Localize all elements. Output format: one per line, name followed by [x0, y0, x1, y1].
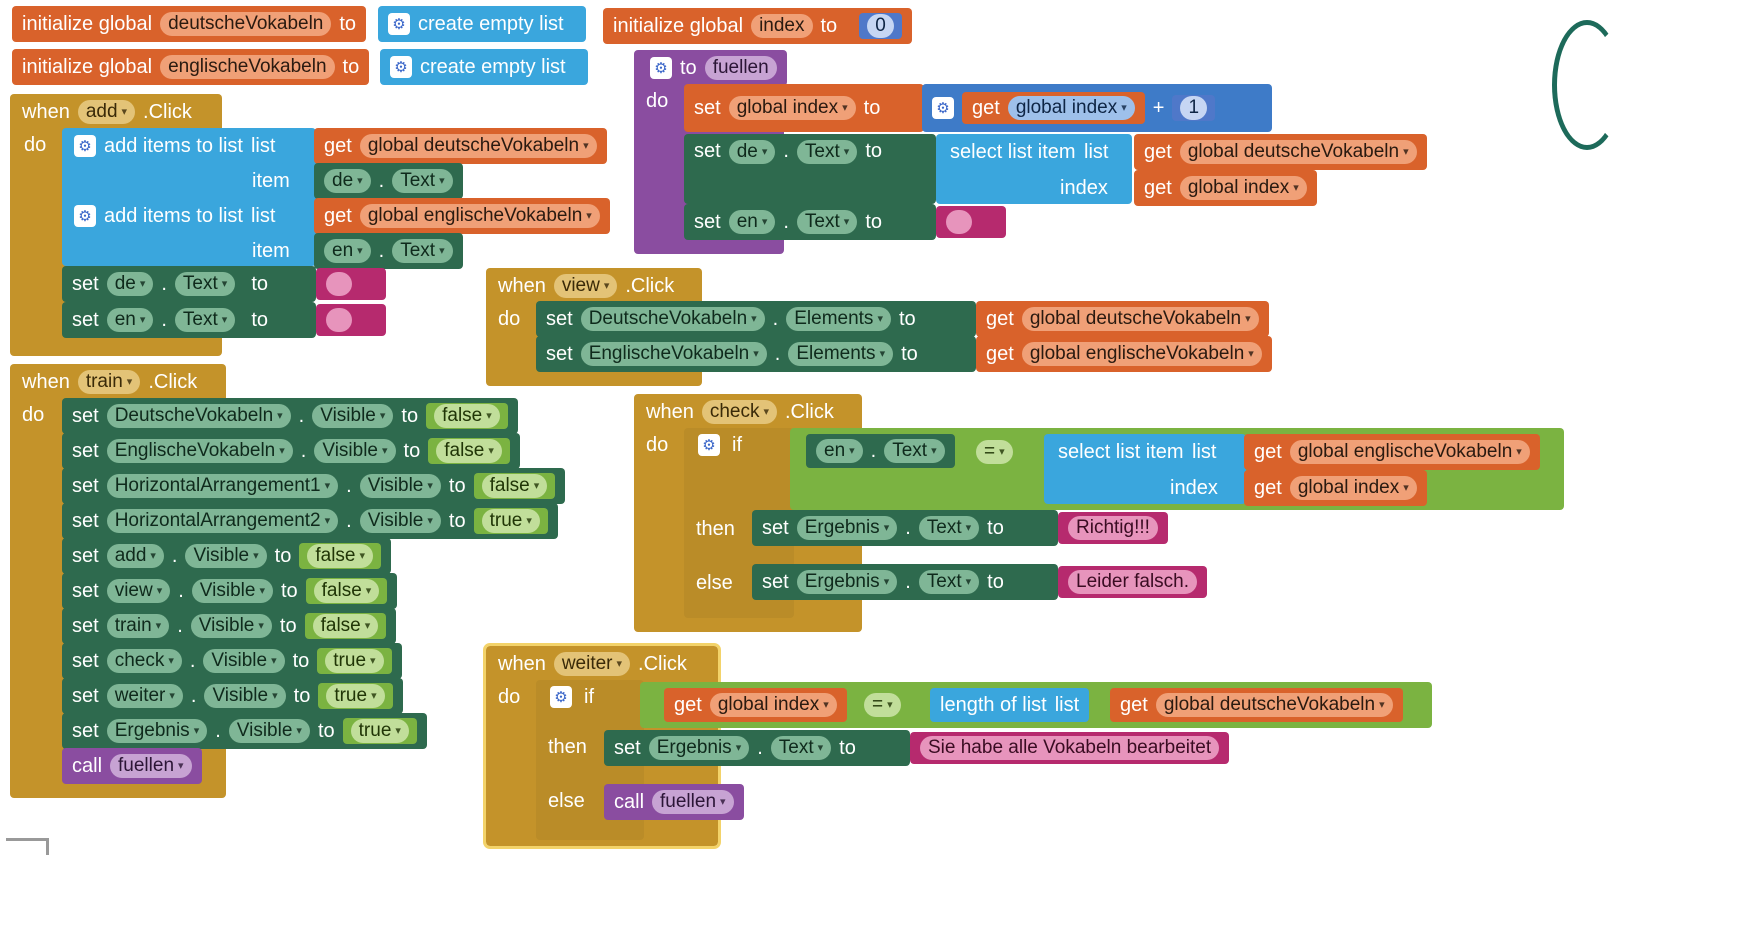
boolean-dropdown[interactable]: false ▾ [314, 579, 380, 603]
property-dropdown-text[interactable]: Text ▾ [884, 439, 944, 463]
dot-separator: . [870, 439, 877, 462]
variable-dropdown[interactable]: global deutscheVokabeln ▾ [360, 134, 597, 158]
set-visible-row[interactable] [62, 608, 396, 644]
gear-icon[interactable]: ⚙ [698, 434, 720, 456]
set-visible-row[interactable] [62, 433, 520, 469]
global-name-index[interactable]: index [751, 14, 812, 38]
component-dropdown-en[interactable]: en ▾ [107, 308, 154, 332]
set-ergebnis-text[interactable] [604, 730, 910, 766]
boolean-block[interactable] [474, 473, 556, 499]
component-dropdown[interactable]: EnglischeVokabeln ▾ [581, 342, 767, 366]
variable-dropdown[interactable]: global index ▾ [1290, 476, 1417, 500]
text-value[interactable]: Sie habe alle Vokabeln bearbeitet [920, 736, 1219, 760]
property-dropdown-text[interactable]: Text ▾ [392, 239, 452, 263]
event-name: .Click [143, 100, 192, 123]
text-value[interactable]: Leider falsch. [1068, 570, 1197, 594]
set-keyword: set [762, 516, 789, 539]
do-keyword: do [498, 686, 521, 708]
train-click-header [12, 364, 207, 400]
create-empty-list-label: create empty list [418, 12, 564, 35]
get-deutscheVokabeln[interactable] [314, 128, 607, 164]
set-keyword: set [694, 140, 721, 162]
set-keyword: set [694, 210, 721, 233]
property-dropdown-text[interactable]: Text ▾ [797, 140, 857, 164]
get-keyword: get [986, 307, 1014, 330]
set-visible-row[interactable] [62, 713, 427, 749]
variable-dropdown[interactable]: global deutscheVokabeln ▾ [1180, 140, 1417, 164]
dot-separator: . [298, 404, 305, 427]
global-name-deutscheVokabeln[interactable]: deutscheVokabeln [160, 12, 331, 36]
variable-dropdown[interactable]: global englischeVokabeln ▾ [1022, 342, 1262, 366]
set-visible-row[interactable] [62, 538, 391, 574]
property-dropdown-text[interactable]: Text ▾ [919, 516, 979, 540]
when-keyword: when [498, 274, 546, 297]
property-dropdown-elements[interactable]: Elements ▾ [788, 342, 893, 366]
procedure-dropdown[interactable]: fuellen ▾ [110, 754, 192, 778]
gear-icon[interactable]: ⚙ [932, 97, 954, 119]
boolean-block[interactable] [343, 718, 417, 744]
add-items-to-list-1[interactable] [64, 128, 285, 164]
text-block-leider[interactable] [1058, 566, 1207, 598]
length-of-list-label: length of list [940, 693, 1047, 716]
create-empty-list-block[interactable] [380, 49, 588, 85]
dot-separator: . [161, 272, 167, 295]
text-block-richtig[interactable] [1058, 512, 1168, 544]
gear-icon[interactable]: ⚙ [388, 13, 410, 35]
number-block[interactable] [859, 13, 902, 39]
call-fuellen[interactable] [62, 748, 202, 784]
else-keyword: else [548, 790, 585, 812]
empty-text-block[interactable] [936, 206, 1006, 238]
variable-dropdown[interactable]: global englischeVokabeln ▾ [1290, 440, 1530, 464]
set-keyword: set [72, 579, 99, 602]
global-deutscheVokabeln-block[interactable] [12, 6, 366, 42]
get-keyword: get [986, 342, 1014, 365]
empty-text-value[interactable] [326, 272, 352, 296]
get-keyword: get [1144, 140, 1172, 163]
to-keyword: to [292, 649, 310, 672]
boolean-block[interactable] [305, 613, 387, 639]
dot-separator: . [300, 439, 307, 462]
to-keyword: to [342, 55, 360, 78]
global-englischeVokabeln-block[interactable] [12, 49, 369, 85]
gear-icon[interactable]: ⚙ [390, 56, 412, 78]
init-keyword: initialize global [613, 14, 744, 37]
set-ergebnis-text-else[interactable] [752, 564, 1058, 600]
set-keyword: set [72, 308, 99, 331]
component-dropdown-weiter[interactable]: weiter ▾ [554, 652, 630, 676]
text-value[interactable]: Richtig!!! [1068, 516, 1158, 540]
empty-text-value[interactable] [326, 308, 352, 332]
else-keyword: else [696, 572, 733, 594]
set-keyword: set [72, 719, 99, 742]
init-keyword: initialize global [22, 12, 153, 35]
property-dropdown-text[interactable]: Text ▾ [919, 570, 979, 594]
boolean-dropdown[interactable]: true ▾ [326, 684, 384, 708]
property-dropdown-elements[interactable]: Elements ▾ [786, 307, 891, 331]
event-name: .Click [148, 370, 198, 393]
get-deutscheVokabeln[interactable] [1134, 134, 1427, 170]
get-keyword: get [674, 693, 702, 716]
property-dropdown-visible[interactable]: Visible ▾ [312, 404, 393, 428]
boolean-dropdown[interactable]: false ▾ [434, 404, 500, 428]
component-dropdown-en[interactable]: en ▾ [324, 239, 371, 263]
to-keyword: to [448, 509, 466, 532]
property-dropdown-visible[interactable]: Visible ▾ [192, 579, 273, 603]
property-dropdown-text[interactable]: Text ▾ [175, 308, 235, 332]
get-global-index[interactable] [1244, 470, 1427, 506]
property-dropdown-text[interactable]: Text ▾ [771, 736, 831, 760]
dot-separator: . [783, 210, 789, 233]
property-dropdown-visible[interactable]: Visible ▾ [229, 719, 310, 743]
to-keyword: to [865, 210, 882, 233]
empty-text-value[interactable] [946, 210, 972, 234]
when-keyword: when [22, 370, 70, 393]
set-keyword: set [72, 509, 99, 532]
dot-separator: . [905, 570, 911, 593]
property-dropdown-visible[interactable]: Visible ▾ [314, 439, 395, 463]
property-dropdown-visible[interactable]: Visible ▾ [204, 684, 285, 708]
component-dropdown-train[interactable]: train ▾ [78, 370, 141, 394]
compare-operator-dropdown[interactable]: = ▾ [976, 440, 1013, 464]
add-items-label: add items to list [104, 204, 243, 227]
boolean-block[interactable] [317, 648, 391, 674]
length-of-list-block[interactable] [930, 688, 1089, 722]
to-keyword: to [820, 14, 838, 37]
component-dropdown[interactable]: view ▾ [107, 579, 171, 603]
to-keyword: to [251, 308, 268, 331]
get-keyword: get [324, 134, 352, 157]
select-list-item-label: select list item [950, 141, 1076, 163]
empty-text-block[interactable] [316, 304, 386, 336]
set-visible-row[interactable] [62, 398, 518, 434]
dot-separator: . [190, 684, 197, 707]
variable-dropdown[interactable]: global englischeVokabeln ▾ [360, 204, 600, 228]
dot-separator: . [757, 736, 763, 759]
text-block-sie-habe[interactable] [910, 732, 1229, 764]
get-keyword: get [1254, 476, 1282, 499]
get-deutscheVokabeln[interactable] [976, 301, 1269, 337]
gear-icon[interactable]: ⚙ [74, 135, 96, 157]
event-name: .Click [625, 274, 675, 297]
get-englischeVokabeln[interactable] [1244, 434, 1540, 470]
component-dropdown-ergebnis[interactable]: Ergebnis ▾ [797, 570, 898, 594]
number-value[interactable]: 0 [867, 14, 894, 38]
dot-separator: . [177, 614, 183, 637]
set-keyword: set [546, 342, 573, 365]
get-keyword: get [324, 204, 352, 227]
boolean-dropdown[interactable]: false ▾ [313, 614, 379, 638]
do-keyword: do [24, 134, 47, 156]
component-dropdown[interactable]: train ▾ [107, 614, 170, 638]
boolean-block[interactable] [299, 543, 381, 569]
create-empty-list-block[interactable] [378, 6, 586, 42]
to-keyword: to [293, 684, 311, 707]
to-keyword: to [317, 719, 335, 742]
component-dropdown-de[interactable]: de ▾ [107, 272, 154, 296]
to-keyword: to [898, 307, 916, 330]
en-text-getter[interactable] [806, 434, 955, 468]
index-keyword: index [1060, 177, 1108, 199]
set-de-text[interactable] [62, 266, 316, 302]
variable-dropdown[interactable]: global index ▾ [710, 693, 837, 717]
boolean-dropdown[interactable]: true ▾ [351, 719, 409, 743]
add-items-label: add items to list [104, 134, 243, 157]
set-ergebnis-text-then[interactable] [752, 510, 1058, 546]
call-keyword: call [614, 790, 645, 813]
boolean-block[interactable] [318, 683, 392, 709]
to-keyword: to [901, 342, 918, 365]
variable-dropdown[interactable]: global deutscheVokabeln ▾ [1022, 307, 1259, 331]
to-keyword: to [251, 272, 268, 295]
component-dropdown-check[interactable]: check ▾ [702, 400, 777, 424]
variable-dropdown[interactable]: global index ▾ [1180, 176, 1307, 200]
variable-dropdown[interactable]: global index ▾ [729, 96, 856, 120]
get-englischeVokabeln[interactable] [976, 336, 1272, 372]
to-keyword: to [987, 570, 1004, 593]
list-keyword: list [1192, 441, 1217, 463]
get-keyword: get [972, 96, 1000, 119]
boolean-block[interactable] [306, 578, 388, 604]
get-global-index[interactable] [962, 92, 1145, 124]
to-keyword: to [280, 579, 298, 602]
variable-dropdown[interactable]: global index ▾ [1008, 96, 1135, 120]
procedure-name[interactable]: fuellen [705, 56, 777, 80]
set-keyword: set [546, 307, 573, 330]
dot-separator: . [378, 239, 385, 262]
set-keyword: set [762, 570, 789, 593]
to-keyword: to [401, 404, 419, 427]
to-keyword: to [865, 140, 882, 162]
dot-separator: . [772, 307, 779, 330]
to-keyword: to [274, 544, 292, 567]
get-keyword: get [1144, 176, 1172, 199]
component-dropdown-en[interactable]: en ▾ [729, 210, 776, 234]
procedure-dropdown[interactable]: fuellen ▾ [652, 790, 734, 814]
dot-separator: . [774, 342, 781, 365]
set-keyword: set [694, 96, 721, 119]
list-keyword: list [1084, 141, 1109, 163]
math-add-block[interactable] [922, 84, 1272, 132]
variable-dropdown[interactable]: global deutscheVokabeln ▾ [1156, 693, 1393, 717]
when-keyword: when [22, 100, 70, 123]
component-dropdown[interactable]: check ▾ [107, 649, 182, 673]
number-block[interactable] [1172, 95, 1215, 121]
number-value[interactable]: 1 [1180, 96, 1207, 120]
if-keyword: if [584, 686, 594, 708]
create-empty-list-label: create empty list [420, 55, 566, 78]
set-keyword: set [72, 544, 99, 567]
component-dropdown[interactable]: Ergebnis ▾ [107, 719, 208, 743]
call-keyword: call [72, 754, 103, 777]
view-click-header [488, 268, 684, 304]
set-keyword: set [72, 272, 99, 295]
dot-separator: . [905, 516, 911, 539]
get-keyword: get [1254, 440, 1282, 463]
set-keyword: set [72, 684, 99, 707]
component-dropdown-de[interactable]: de ▾ [324, 169, 371, 193]
component-dropdown-view[interactable]: view ▾ [554, 274, 618, 298]
dot-separator: . [346, 474, 352, 497]
dot-separator: . [178, 579, 184, 602]
init-keyword: initialize global [22, 55, 153, 78]
component-dropdown-add[interactable]: add ▾ [78, 100, 135, 124]
component-dropdown[interactable]: HorizontalArrangement2 ▾ [107, 509, 338, 533]
set-deutsche-elements[interactable] [536, 301, 976, 337]
component-dropdown-ergebnis[interactable]: Ergebnis ▾ [797, 516, 898, 540]
when-keyword: when [498, 652, 546, 675]
check-click-header [636, 394, 844, 430]
gear-icon[interactable]: ⚙ [74, 205, 96, 227]
set-visible-row[interactable] [62, 573, 397, 609]
to-keyword: to [839, 736, 856, 759]
property-dropdown-text[interactable]: Text ▾ [392, 169, 452, 193]
boolean-block[interactable] [426, 403, 508, 429]
component-dropdown-ergebnis[interactable]: Ergebnis ▾ [649, 736, 750, 760]
procedure-header [640, 50, 787, 86]
de-text-getter[interactable] [314, 163, 463, 199]
set-en-text[interactable] [62, 302, 316, 338]
dot-separator: . [171, 544, 178, 567]
component-dropdown[interactable]: EnglischeVokabeln ▾ [107, 439, 293, 463]
gear-icon[interactable]: ⚙ [550, 686, 572, 708]
boolean-block[interactable] [428, 438, 510, 464]
set-keyword: set [72, 404, 99, 427]
item-keyword: item [252, 170, 290, 192]
set-visible-row[interactable] [62, 503, 558, 539]
component-dropdown[interactable]: DeutscheVokabeln ▾ [107, 404, 291, 428]
do-keyword: do [22, 404, 45, 426]
set-global-index[interactable] [684, 84, 924, 132]
add-items-to-list-2[interactable] [64, 198, 285, 234]
set-visible-row[interactable] [62, 678, 403, 714]
list-keyword: list [1054, 693, 1080, 716]
global-name-englischeVokabeln[interactable]: englischeVokabeln [160, 55, 334, 79]
get-englischeVokabeln[interactable] [314, 198, 610, 234]
en-text-getter[interactable] [314, 233, 463, 269]
select-list-item-label: select list item [1058, 441, 1184, 463]
boolean-dropdown[interactable]: false ▾ [436, 439, 502, 463]
property-dropdown-text[interactable]: Text ▾ [797, 210, 857, 234]
weiter-click-header [488, 646, 697, 682]
workspace-trash-edge[interactable] [1552, 20, 1622, 150]
item-keyword: item [252, 240, 290, 262]
component-dropdown[interactable]: DeutscheVokabeln ▾ [581, 307, 765, 331]
set-keyword: set [72, 474, 99, 497]
set-keyword: set [72, 649, 99, 672]
set-englische-elements[interactable] [536, 336, 976, 372]
property-dropdown-visible[interactable]: Visible ▾ [360, 509, 441, 533]
then-keyword: then [548, 736, 587, 758]
add-click-header [12, 94, 220, 130]
boolean-dropdown[interactable]: true ▾ [482, 509, 540, 533]
set-visible-row[interactable] [62, 643, 402, 679]
if-keyword: if [732, 434, 742, 456]
empty-text-block[interactable] [316, 268, 386, 300]
gear-icon[interactable]: ⚙ [650, 57, 672, 79]
global-index-block[interactable] [603, 8, 912, 44]
do-keyword: do [646, 90, 669, 112]
get-keyword: get [1120, 693, 1148, 716]
dot-separator: . [189, 649, 196, 672]
call-fuellen[interactable] [604, 784, 744, 820]
component-dropdown-en[interactable]: en ▾ [816, 439, 863, 463]
set-keyword: set [72, 614, 99, 637]
get-global-index[interactable] [1134, 170, 1317, 206]
to-keyword: to [863, 96, 881, 119]
set-de-text-select[interactable] [684, 134, 936, 204]
boolean-dropdown[interactable]: false ▾ [307, 544, 373, 568]
index-keyword: index [1170, 477, 1218, 499]
plus-operator: + [1152, 96, 1165, 119]
to-keyword: to [680, 56, 697, 79]
boolean-dropdown[interactable]: false ▾ [482, 474, 548, 498]
workspace-corner [6, 838, 49, 855]
when-keyword: when [646, 400, 694, 423]
set-en-text[interactable] [684, 204, 936, 240]
dot-separator: . [346, 509, 352, 532]
component-dropdown[interactable]: HorizontalArrangement1 ▾ [107, 474, 338, 498]
to-keyword: to [339, 12, 357, 35]
list-keyword: list [250, 204, 276, 227]
to-keyword: to [448, 474, 466, 497]
compare-operator-dropdown[interactable]: = ▾ [864, 693, 901, 717]
get-deutscheVokabeln[interactable] [1110, 688, 1403, 722]
component-dropdown-de[interactable]: de ▾ [729, 140, 776, 164]
property-dropdown-visible[interactable]: Visible ▾ [191, 614, 272, 638]
set-keyword: set [614, 736, 641, 759]
property-dropdown-visible[interactable]: Visible ▾ [203, 649, 284, 673]
property-dropdown-text[interactable]: Text ▾ [175, 272, 235, 296]
dot-separator: . [161, 308, 167, 331]
component-dropdown[interactable]: add ▾ [107, 544, 164, 568]
get-global-index[interactable] [664, 688, 847, 722]
boolean-dropdown[interactable]: true ▾ [325, 649, 383, 673]
event-name: .Click [784, 400, 834, 423]
set-keyword: set [72, 439, 99, 462]
do-keyword: do [646, 434, 669, 456]
property-dropdown-visible[interactable]: Visible ▾ [185, 544, 266, 568]
do-keyword: do [498, 308, 521, 330]
dot-separator: . [378, 169, 385, 192]
event-name: .Click [638, 652, 687, 675]
dot-separator: . [215, 719, 221, 742]
list-keyword: list [250, 134, 276, 157]
component-dropdown[interactable]: weiter ▾ [107, 684, 183, 708]
to-keyword: to [403, 439, 421, 462]
boolean-block[interactable] [474, 508, 548, 534]
to-keyword: to [279, 614, 297, 637]
set-visible-row[interactable] [62, 468, 565, 504]
then-keyword: then [696, 518, 735, 540]
property-dropdown-visible[interactable]: Visible ▾ [360, 474, 441, 498]
to-keyword: to [987, 516, 1004, 539]
dot-separator: . [783, 140, 789, 162]
